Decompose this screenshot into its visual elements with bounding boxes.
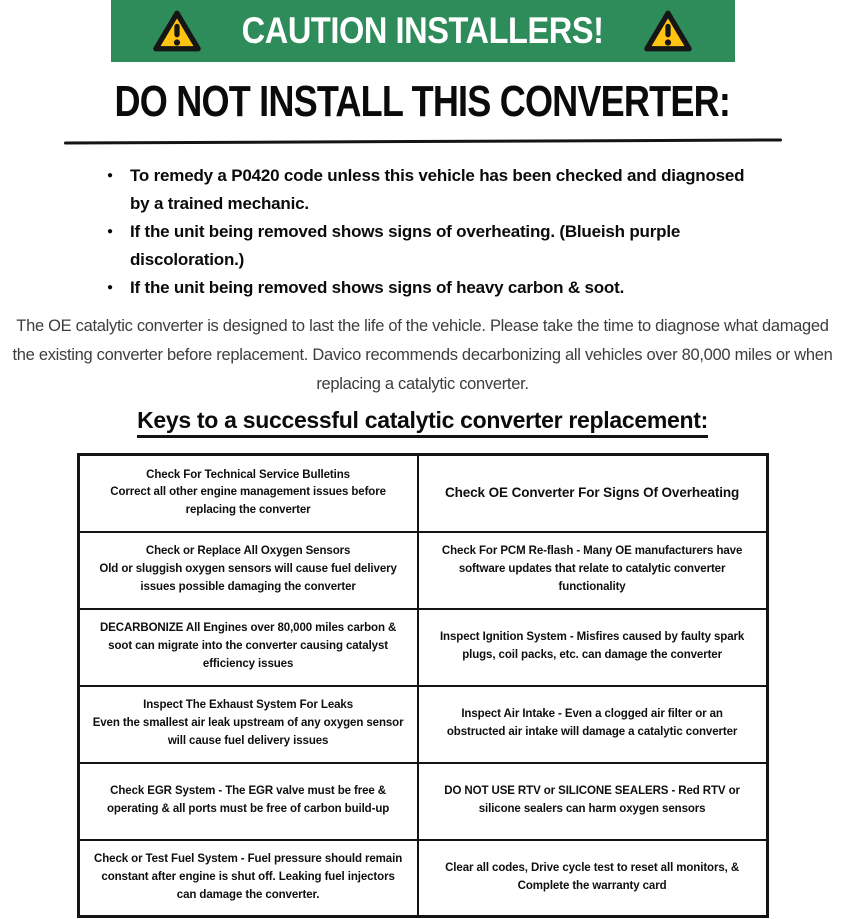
divider-line [63,138,781,144]
table-cell [78,763,418,840]
table-cell [418,532,767,609]
advisory-paragraph: The OE catalytic converter is designed to last the life of the vehicle. Please take the time to diagnose what damaged the existing converter before replacement. Davico recommends decarbonizing all vehicles over 80,000 miles or when replacing a catalytic converter. [12,317,833,393]
cell-line: Check EGR System - The EGR valve must be free & operating & all ports must be free of carbon build-up [106,785,390,815]
warning-list [130,162,762,302]
cell-line: DECARBONIZE All Engines over 80,000 miles carbon & soot can migrate into the converter causing catalyst efficiency issues [99,622,397,670]
cell-line: Inspect The Exhaust System For Leaks [143,699,354,712]
table-row [78,532,767,609]
table-cell [78,840,418,917]
cell-line: DO NOT USE RTV or SILICONE SEALERS - Red RTV or silicone sealers can harm oxygen sensors [444,785,740,815]
warning-item: ● To remedy a P0420 code unless this vehicle has been checked and diagnosed by a trained mechanic. [130,162,762,218]
table-cell [418,840,767,917]
warning-triangle-icon [153,8,201,54]
warning-item: ● If the unit being removed shows signs of heavy carbon & soot. [130,274,762,302]
cell-line: Check For Technical Service Bulletins [146,468,350,481]
table-cell [78,532,418,609]
table-row [78,840,767,917]
table-row [78,763,767,840]
table-cell [418,686,767,763]
cell-line: Inspect Ignition System - Misfires caused by faulty spark plugs, coil packs, etc. can damage the converter [439,631,745,661]
table-cell [418,455,767,532]
keys-table [77,453,769,918]
table-cell [78,609,418,686]
cell-line: Check or Test Fuel System - Fuel pressure should remain constant after engine is shut off. Leaking fuel injectors can damage the converter. [94,853,403,901]
cell-line: Even the smallest air leak upstream of any oxygen sensor will cause fuel delivery issues [92,717,404,747]
table-cell [78,686,418,763]
table-row [78,609,767,686]
banner-title: CAUTION INSTALLERS! [241,10,604,51]
cell-line: Check OE Converter For Signs Of Overheating [444,484,740,500]
cell-line: Correct all other engine management issues before replacing the converter [110,486,386,517]
headline [0,77,845,129]
table-cell [418,609,767,686]
warning-item: ● If the unit being removed shows signs of overheating. (Blueish purple discoloration.) [130,218,762,274]
cell-line: Check or Replace All Oxygen Sensors [145,545,351,558]
keys-heading: Keys to a successful catalytic converter replacement: [137,407,708,438]
cell-line: Clear all codes, Drive cycle test to reset all monitors, & Complete the warranty card [445,861,740,892]
keys-heading-wrap [0,407,845,438]
caution-banner [111,0,735,62]
table-row [78,686,767,763]
cell-line: Check For PCM Re-flash - Many OE manufacturers have software updates that relate to catalytic converter functionality [441,545,743,593]
cell-line: Inspect Air Intake - Even a clogged air filter or an obstructed air intake will damage a catalytic converter [446,708,738,738]
table-cell [78,455,418,532]
warning-triangle-icon [644,8,692,54]
headline-text: DO NOT INSTALL THIS CONVERTER: [114,77,731,126]
cell-line: Old or sluggish oxygen sensors will cause fuel delivery issues possible damaging the converter [99,563,397,593]
table-row [78,455,767,532]
table-cell [418,763,767,840]
